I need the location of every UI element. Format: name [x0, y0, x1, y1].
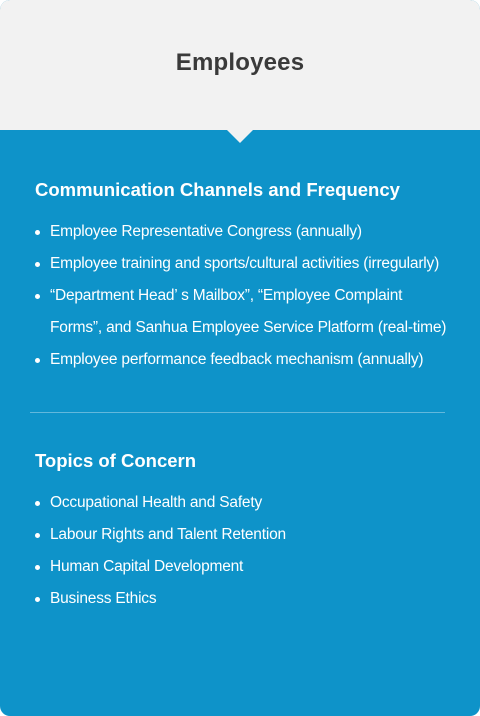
- section-title-topics-of-concern: Topics of Concern: [35, 450, 197, 471]
- card-header: [0, 0, 480, 130]
- list-item: Employee Representative Congress (annually): [35, 216, 452, 248]
- list-item: Occupational Health and Safety: [35, 487, 452, 519]
- list-item: Business Ethics: [35, 583, 452, 615]
- card-body: [0, 130, 480, 376]
- list-item: Human Capital Development: [35, 551, 452, 583]
- section-title-communication-channels: Communication Channels and Frequency: [35, 179, 400, 200]
- header-pointer-arrow: [227, 130, 253, 143]
- card-body-topics: [0, 413, 480, 615]
- topics-of-concern-list: [35, 487, 452, 615]
- communication-channels-list: [35, 216, 452, 376]
- list-item: Employee performance feedback mechanism (annually): [35, 344, 452, 376]
- list-item: Employee training and sports/cultural activities (irregularly): [35, 248, 452, 280]
- list-item: “Department Head’ s Mailbox”, “Employee Complaint Forms”, and Sanhua Employee Service Platform (real-time): [35, 280, 452, 344]
- card-title: Employees: [175, 49, 305, 76]
- list-item: Labour Rights and Talent Retention: [35, 519, 452, 551]
